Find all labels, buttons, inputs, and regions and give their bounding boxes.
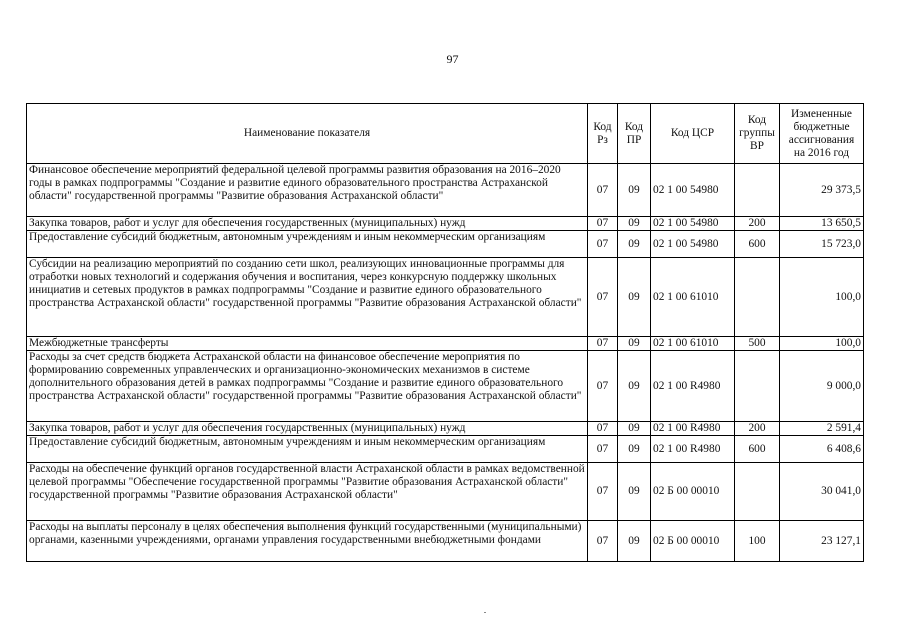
row-amount: 30 041,0 xyxy=(780,463,864,521)
header-vr: Код группы ВР xyxy=(735,104,780,164)
row-name: Закупка товаров, работ и услуг для обеспечения государственных (муниципальных) нужд xyxy=(27,217,588,231)
row-amount: 100,0 xyxy=(780,337,864,351)
scan-speck xyxy=(484,612,486,613)
row-name: Закупка товаров, работ и услуг для обеспечения государственных (муниципальных) нужд xyxy=(27,422,588,436)
row-vr xyxy=(735,351,780,422)
table-row xyxy=(27,521,864,562)
row-name: Предоставление субсидий бюджетным, автономным учреждениям и иным некоммерческим организациям xyxy=(27,436,588,463)
row-amount: 6 408,6 xyxy=(780,436,864,463)
row-csr: 02 1 00 54980 xyxy=(651,217,735,231)
row-amount: 100,0 xyxy=(780,258,864,337)
row-rz: 07 xyxy=(588,422,618,436)
row-amount: 2 591,4 xyxy=(780,422,864,436)
row-amount: 29 373,5 xyxy=(780,164,864,217)
row-rz: 07 xyxy=(588,231,618,258)
table-row xyxy=(27,337,864,351)
row-amount: 23 127,1 xyxy=(780,521,864,562)
table-row xyxy=(27,422,864,436)
row-rz: 07 xyxy=(588,258,618,337)
row-vr: 600 xyxy=(735,436,780,463)
table-row xyxy=(27,217,864,231)
row-csr: 02 1 00 R4980 xyxy=(651,422,735,436)
row-vr: 600 xyxy=(735,231,780,258)
page-number: 97 xyxy=(446,52,459,66)
row-vr xyxy=(735,164,780,217)
row-vr: 200 xyxy=(735,217,780,231)
row-pr: 09 xyxy=(618,463,651,521)
header-pr: Код ПР xyxy=(618,104,651,164)
row-name: Финансовое обеспечение мероприятий федеральной целевой программы развития образования на 2016–2020 годы в рамках подпрограммы "Создание и развитие единого образовательного пространства Астраханской области" государственной программы "Развитие образования Астраханской области" xyxy=(27,164,588,217)
row-vr: 100 xyxy=(735,521,780,562)
row-name: Расходы на обеспечение функций органов государственной власти Астраханской области в рамках ведомственной целевой программы "Обеспечение государственной программы "Развитие образования Астраханской области" государственной программы "Развитие образования Астраханской области" xyxy=(27,463,588,521)
row-pr: 09 xyxy=(618,337,651,351)
row-csr: 02 1 00 61010 xyxy=(651,337,735,351)
header-csr: Код ЦСР xyxy=(651,104,735,164)
row-rz: 07 xyxy=(588,463,618,521)
row-rz: 07 xyxy=(588,164,618,217)
header-amount: Измененные бюджетные ассигнования на 2016 год xyxy=(780,104,864,164)
row-name: Межбюджетные трансферты xyxy=(27,337,588,351)
row-pr: 09 xyxy=(618,217,651,231)
row-csr: 02 Б 00 00010 xyxy=(651,463,735,521)
row-rz: 07 xyxy=(588,521,618,562)
row-pr: 09 xyxy=(618,351,651,422)
row-csr: 02 1 00 61010 xyxy=(651,258,735,337)
row-csr: 02 1 00 R4980 xyxy=(651,351,735,422)
row-rz: 07 xyxy=(588,351,618,422)
table-row xyxy=(27,258,864,337)
row-amount: 9 000,0 xyxy=(780,351,864,422)
row-vr: 500 xyxy=(735,337,780,351)
row-pr: 09 xyxy=(618,521,651,562)
table-row xyxy=(27,463,864,521)
table-row xyxy=(27,436,864,463)
table-row xyxy=(27,231,864,258)
table-row xyxy=(27,164,864,217)
row-csr: 02 1 00 R4980 xyxy=(651,436,735,463)
row-csr: 02 1 00 54980 xyxy=(651,164,735,217)
row-csr: 02 1 00 54980 xyxy=(651,231,735,258)
budget-table xyxy=(26,103,864,562)
row-pr: 09 xyxy=(618,164,651,217)
row-pr: 09 xyxy=(618,258,651,337)
row-vr xyxy=(735,463,780,521)
row-rz: 07 xyxy=(588,217,618,231)
row-csr: 02 Б 00 00010 xyxy=(651,521,735,562)
row-rz: 07 xyxy=(588,337,618,351)
row-name: Расходы за счет средств бюджета Астраханской области на финансовое обеспечение мероприятия по формированию современных управленческих и организационно-экономических механизмов в системе дополнительного образования детей в рамках подпрограммы "Создание и развитие единого образовательного пространства Астраханской области" государственной программы "Развитие образования Астраханской области" xyxy=(27,351,588,422)
row-pr: 09 xyxy=(618,231,651,258)
row-name: Предоставление субсидий бюджетным, автономным учреждениям и иным некоммерческим организациям xyxy=(27,231,588,258)
row-amount: 13 650,5 xyxy=(780,217,864,231)
row-amount: 15 723,0 xyxy=(780,231,864,258)
row-name: Расходы на выплаты персоналу в целях обеспечения выполнения функций государственными (муниципальными) органами, казенными учреждениями, органами управления государственными внебюджетными фондами xyxy=(27,521,588,562)
table-header-row xyxy=(27,104,864,164)
row-vr: 200 xyxy=(735,422,780,436)
header-name: Наименование показателя xyxy=(27,104,588,164)
row-pr: 09 xyxy=(618,422,651,436)
row-name: Субсидии на реализацию мероприятий по созданию сети школ, реализующих инновационные программы для отработки новых технологий и содержания обучения и воспитания, через конкурсную поддержку школьных инициатив и сетевых продуктов в рамках подпрограммы "Создание и развитие единого образовательного пространства Астраханской области" государственной программы "Развитие образования Астраханской области" xyxy=(27,258,588,337)
row-pr: 09 xyxy=(618,436,651,463)
row-rz: 07 xyxy=(588,436,618,463)
table-row xyxy=(27,351,864,422)
header-rz: Код Рз xyxy=(588,104,618,164)
row-vr xyxy=(735,258,780,337)
